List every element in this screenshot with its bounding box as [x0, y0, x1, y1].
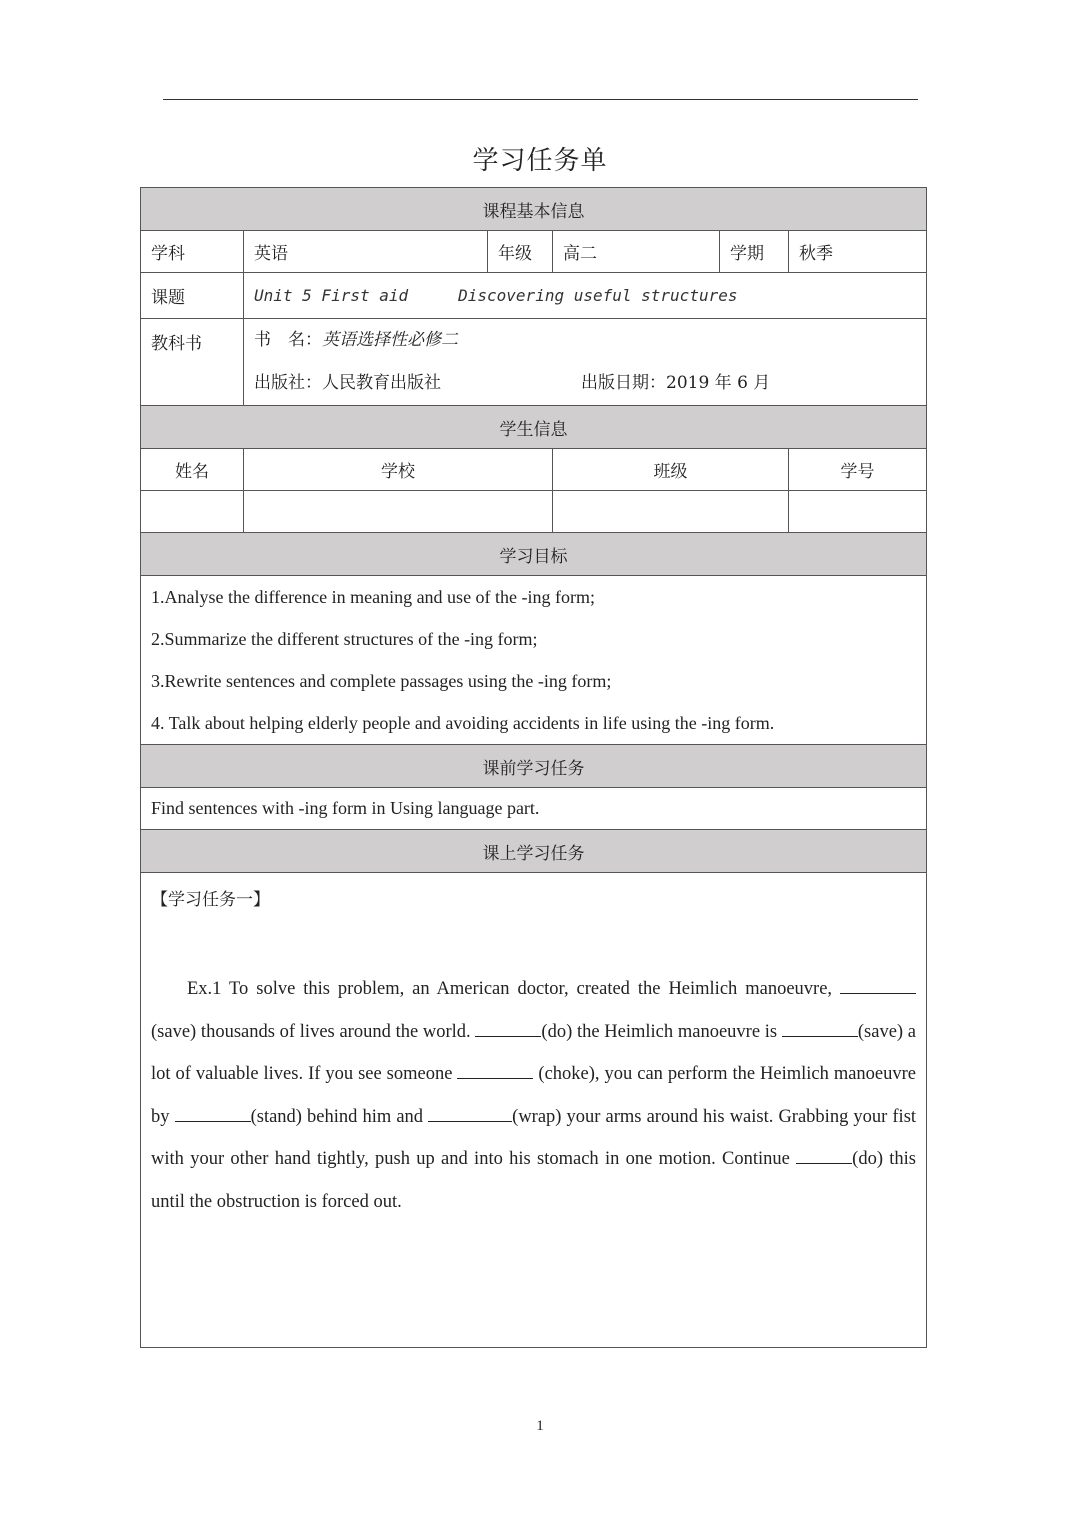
school-label: 学校: [244, 449, 553, 491]
exercise-1: [151, 968, 916, 1223]
student-input-row: [141, 491, 927, 533]
subject-row: [141, 231, 927, 273]
learning-goals-header: 学习目标: [141, 533, 927, 576]
book-name-line: [254, 319, 916, 362]
publish-date: 出版日期：2019 年 6 月: [581, 373, 771, 393]
goal-item: 3.Rewrite sentences and complete passages using the -ing form;: [151, 671, 612, 691]
ex1-text-8: (do) this until the obstruction is forced out.: [151, 1149, 917, 1212]
learning-goals-row: [141, 576, 927, 745]
page-number: 1: [536, 1418, 544, 1434]
blank-3[interactable]: [782, 1018, 858, 1037]
goal-item: 4. Talk about helping elderly people and avoiding accidents in life using the -ing form.: [151, 713, 775, 733]
class-field[interactable]: [553, 491, 789, 533]
ex1-text-4: (save) a lot of valuable lives. If you see someone: [151, 1021, 917, 1084]
subject-value: 英语: [244, 231, 488, 273]
topic-unit: Unit 5 First aid: [254, 286, 409, 305]
course-info-header: 课程基本信息: [141, 188, 927, 231]
class-label: 班级: [553, 449, 789, 491]
ex1-text-3: (do) the Heimlich manoeuvre is: [541, 1021, 778, 1042]
blank-5[interactable]: [175, 1103, 251, 1122]
textbook-row: [141, 319, 927, 406]
publisher: 出版社：人民教育出版社: [254, 373, 441, 393]
book-name-prefix: 书 名：: [254, 330, 322, 350]
student-id-field[interactable]: [789, 491, 927, 533]
student-header-row: [141, 449, 927, 491]
subject-label: 学科: [141, 231, 244, 273]
term-value: 秋季: [789, 231, 927, 273]
name-label: 姓名: [141, 449, 244, 491]
ex1-text-2: (save) thousands of lives around the world.: [151, 1021, 471, 1042]
school-field[interactable]: [244, 491, 553, 533]
goal-item: 1.Analyse the difference in meaning and use of the -ing form;: [151, 587, 596, 607]
inclass-task-body: [141, 873, 927, 1348]
ex1-text-6: (stand) behind him and: [250, 1106, 424, 1127]
ex1-text-1: Ex.1 To solve this problem, an American doctor, created the Heimlich manoeuvre,: [187, 979, 833, 999]
topic-row: [141, 273, 927, 319]
blank-4[interactable]: [457, 1060, 533, 1079]
topic-part: Discovering useful structures: [458, 286, 738, 305]
ex1-text-7: (wrap) your arms around his waist. Grabbing your fist with your other hand tightly, push up and into his stomach in one motion. Continue: [151, 1106, 917, 1169]
publisher-line: [254, 362, 916, 405]
preclass-task-header: 课前学习任务: [141, 745, 927, 788]
book-name: 英语选择性必修二: [322, 330, 458, 350]
page-title: 学习任务单: [472, 146, 608, 176]
inclass-task-header: 课上学习任务: [141, 830, 927, 873]
topic-value: [244, 273, 927, 319]
grade-value: 高二: [553, 231, 720, 273]
learning-goals-list: [141, 576, 927, 745]
student-id-label: 学号: [789, 449, 927, 491]
blank-2[interactable]: [475, 1018, 541, 1037]
textbook-label: 教科书: [141, 319, 244, 406]
textbook-info: [244, 319, 927, 406]
ex1-text-5: (choke), you can perform the Heimlich manoeuvre by: [151, 1064, 917, 1127]
term-label: 学期: [720, 231, 789, 273]
preclass-task-row: [141, 788, 927, 830]
task1-heading: 【学习任务一】: [151, 890, 270, 910]
inclass-task-row: [141, 873, 927, 1348]
goal-item: 2.Summarize the different structures of the -ing form;: [151, 629, 538, 649]
blank-6[interactable]: [428, 1103, 512, 1122]
blank-1[interactable]: [840, 975, 916, 994]
name-field[interactable]: [141, 491, 244, 533]
topic-label: 课题: [141, 273, 244, 319]
grade-label: 年级: [488, 231, 553, 273]
blank-7[interactable]: [796, 1145, 852, 1164]
student-info-header: 学生信息: [141, 406, 927, 449]
task-sheet-table: [140, 187, 927, 1348]
header-rule: [163, 99, 918, 100]
preclass-task-text: Find sentences with -ing form in Using language part.: [141, 788, 927, 830]
